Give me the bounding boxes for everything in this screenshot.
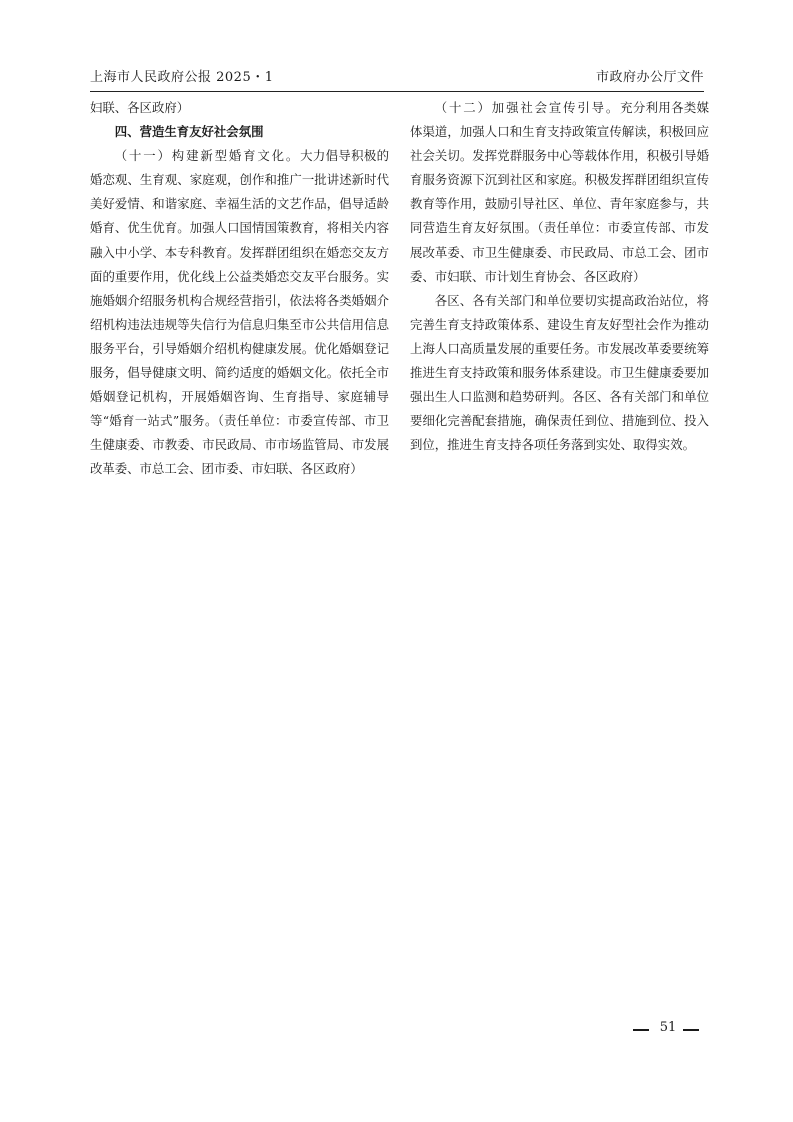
paragraph-11-title: （十一）构建新型婚育文化。: [114, 148, 301, 164]
page-number: 51: [659, 1020, 677, 1035]
paragraph-11-body: 大力倡导积极的婚恋观、生育观、家庭观，创作和推广一批讲述新时代美好爱情、和谐家庭、幸福生活的文艺作品，倡导适龄婚育、优生优育。加强人口国情国策教育，将相关内容融入中小学、本专科教育。发挥群团组织在婚恋交友方面的重要作用，优化线上公益类婚恋交友平台服务。实施婚姻介绍服务机构合规经营指引，依法将各类婚姻介绍机构违法违规等失信行为信息归集至市公共信用信息服务平台，引导婚姻介绍机构健康发展。优化婚姻登记服务，倡导健康文明、简约适度的婚姻文化。依托全市婚姻登记机构，开展婚姻咨询、生育指导、家庭辅导等“婚育一站式”服务。（责任单位：市委宣传部、市卫生健康委、市教委、市民政局、市市场监管局、市发展改革委、市总工会、团市委、市妇联、各区政府）: [90, 148, 390, 477]
page-number-dash-right: [683, 1029, 699, 1031]
page-number-dash-left: [633, 1029, 649, 1031]
section-title: 市政府办公厅文件: [595, 70, 704, 85]
paragraph-12-title: （十二）加强社会宣传引导。: [434, 100, 621, 115]
right-column: [410, 96, 709, 457]
page-footer: [620, 1020, 704, 1040]
paragraph-12-body: 充分利用各类媒体渠道，加强人口和生育支持政策宣传解读，积极回应社会关切。发挥党群服务中心等载体作用，积极引导婚育服务资源下沉到社区和家庭。积极发挥群团组织宣传教育等作用，鼓励引导社区、单位、青年家庭参与，共同营造生育友好氛围。（责任单位：市委宣传部、市发展改革委、市卫生健康委、市民政局、市总工会、团市委、市妇联、市计划生育协会、各区政府）: [410, 100, 710, 284]
continued-paragraph: 妇联、各区政府）: [90, 100, 190, 115]
paragraph-11: [90, 144, 389, 481]
running-header: [90, 66, 704, 88]
section-heading: 四、营造生育友好社会氛围: [114, 124, 264, 140]
closing-paragraph: 各区、各有关部门和单位要切实提高政治站位，将完善生育支持政策体系、建设生育友好型社会作为推动上海人口高质量发展的重要任务。市发展改革委要统筹推进生育支持政策和服务体系建设。市卫生健康委要加强出生人口监测和趋势研判。各区、各有关部门和单位要细化完善配套措施，确保责任到位、措施到位、投入到位，推进生育支持各项任务落到实处、取得实效。: [410, 292, 709, 453]
left-column: [90, 96, 389, 482]
publication-title: 上海市人民政府公报 2025・1: [90, 70, 274, 85]
header-rule: [90, 91, 704, 92]
paragraph-12: [410, 96, 709, 289]
